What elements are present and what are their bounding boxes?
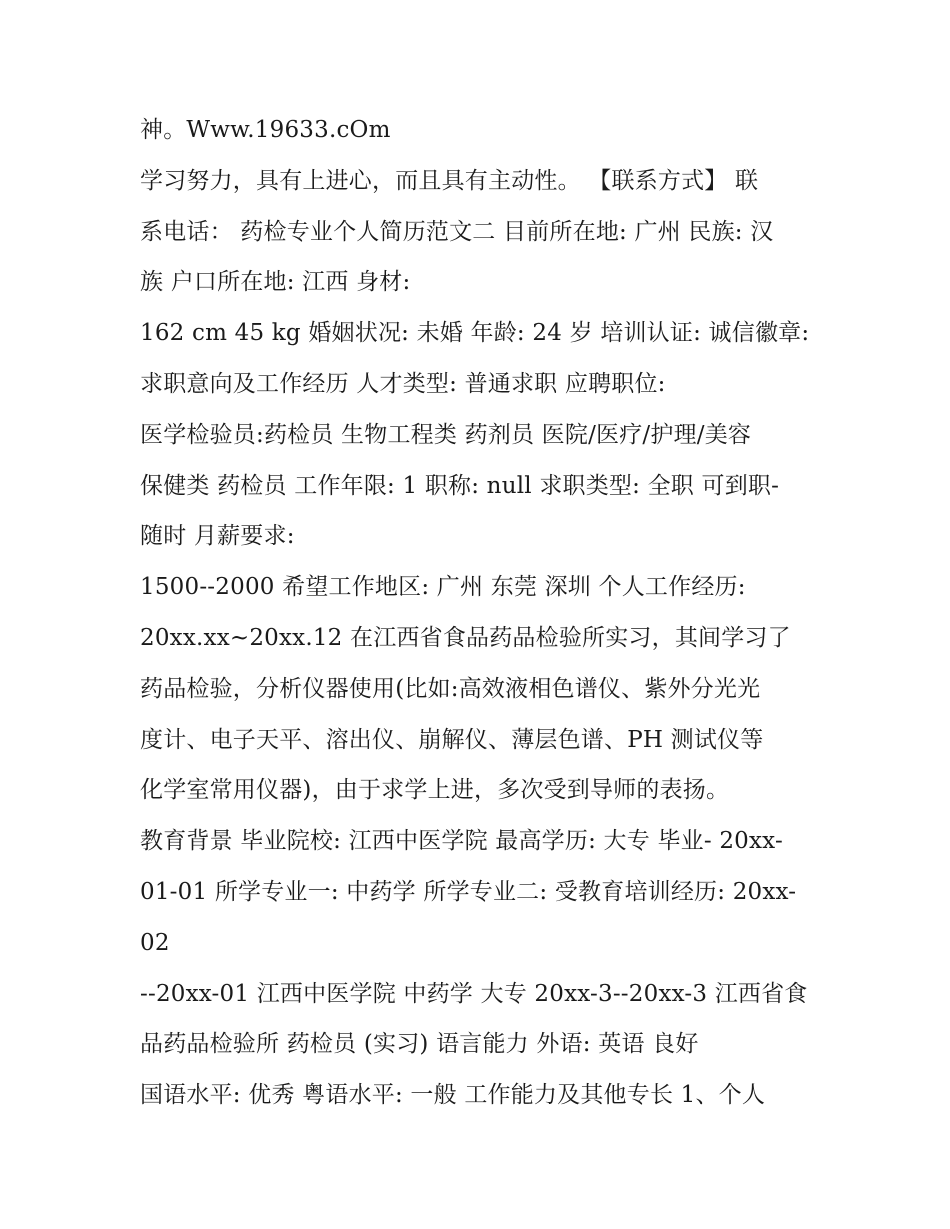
text-line: 随时 月薪要求:	[140, 523, 295, 550]
text-line: 化学室常用仪器)，由于求学上进，多次受到导师的表扬。	[140, 777, 730, 804]
text-line: 神。Www.19633.cOm	[140, 117, 391, 143]
document-body	[140, 110, 820, 1126]
text-line: 国语水平: 优秀 粤语水平: 一般 工作能力及其他专长 1、个人	[140, 1082, 766, 1109]
text-line: 品药品检验所 药检员 (实习) 语言能力 外语: 英语 良好	[140, 1031, 699, 1058]
text-line: 医学检验员:药检员 生物工程类 药剂员 医院/医疗/护理/美容	[140, 421, 752, 448]
text-line: 1500--2000 希望工作地区: 广州 东莞 深圳 个人工作经历:	[140, 574, 746, 601]
text-line: 教育背景 毕业院校: 江西中医学院 最高学历: 大专 毕业- 20xx-	[140, 828, 783, 855]
text-line: 保健类 药检员 工作年限: 1 职称: null 求职类型: 全职 可到职-	[140, 472, 780, 499]
text-line: 01-01 所学专业一: 中药学 所学专业二: 受教育培训经历: 20xx-	[140, 878, 797, 905]
text-line: 系电话： 药检专业个人简历范文二 目前所在地: 广州 民族: 汉	[140, 218, 774, 245]
text-line: 学习努力，具有上进心，而且具有主动性。 【联系方式】 联	[140, 167, 759, 194]
text-line: 度计、电子天平、溶出仪、崩解仪、薄层色谱、PH 测试仪等	[140, 726, 764, 753]
text-line: 20xx.xx~20xx.12 在江西省食品药品检验所实习，其间学习了	[140, 624, 791, 651]
text-line: 族 户口所在地: 江西 身材:	[140, 269, 411, 296]
text-line: 162 cm 45 kg 婚姻状况: 未婚 年龄: 24 岁 培训认证: 诚信徽章:	[140, 320, 810, 347]
text-line: 求职意向及工作经历 人才类型: 普通求职 应聘职位:	[140, 370, 666, 397]
text-line: 02	[140, 929, 170, 956]
text-line: --20xx-01 江西中医学院 中药学 大专 20xx-3--20xx-3 江西省食	[140, 980, 808, 1007]
text-line: 药品检验，分析仪器使用(比如:高效液相色谱仪、紫外分光光	[140, 675, 761, 702]
